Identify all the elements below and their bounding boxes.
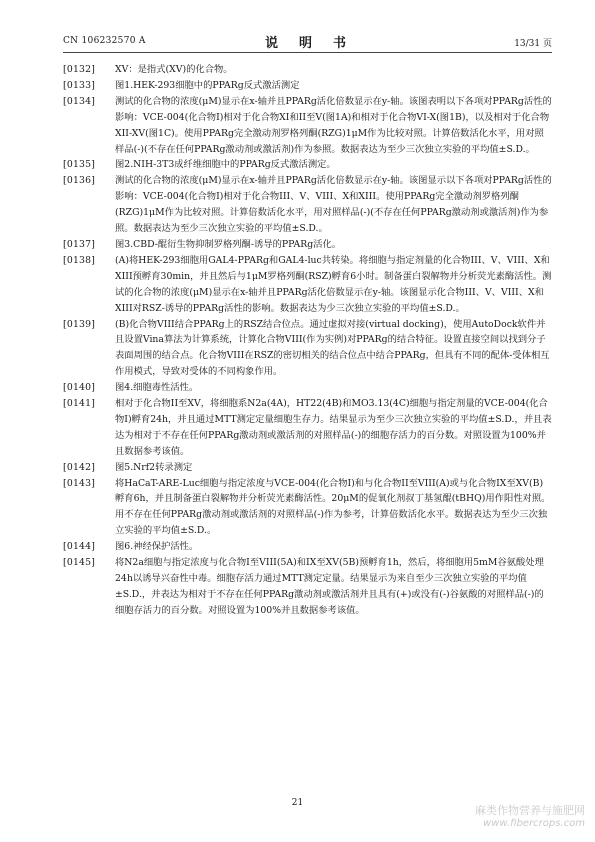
paragraph-text: 图1.HEK-293细胞中的PPARg反式激活测定 [115, 79, 300, 91]
paragraph [63, 253, 552, 317]
paragraph-number: [0133] [63, 79, 96, 91]
paragraph-number: [0143] [63, 477, 96, 489]
page-number: 21 [291, 798, 304, 808]
paragraph-number: [0132] [63, 64, 96, 75]
paragraph [63, 157, 552, 173]
paragraph [63, 237, 552, 253]
paragraph-number: [0137] [63, 238, 96, 250]
watermark-site-name: 麻类作物营养与施肥网 [475, 804, 585, 817]
paragraph-text: 图3.CBD-醌衍生物抑制罗格列酮-诱导的PPARg活化。 [115, 238, 342, 250]
watermark-url: www.fibercrops.com [483, 818, 585, 829]
paragraph [63, 78, 552, 94]
paragraph-text: 测试的化合物的浓度(μM)显示在x-轴并且PPARg活化倍数显示在y-轴。该图显示以下各项对PPARg活性的影响：VCE-004(化合物I)相对于化合物III、V、VIII、X和XIII。使用PPARg完全激动剂罗格列酮(RZG)1μM作为比较对照。计算倍数活化水平，用对照样品(-)(不存在任何PPARg激动剂或激活剂)作为参照。数据表达为至少三次独立实验的平均值±S.D.。 [115, 175, 552, 235]
paragraph-number: [0141] [63, 398, 96, 410]
page-header [63, 30, 552, 53]
paragraph [63, 94, 552, 158]
paragraph [63, 476, 552, 540]
paragraph [63, 317, 552, 381]
description-body [63, 62, 552, 619]
watermark [475, 804, 585, 830]
paragraph-number: [0142] [63, 461, 96, 473]
paragraph [63, 173, 552, 237]
paragraph-text: 图5.Nrf2转录测定 [115, 461, 193, 473]
paragraph [63, 380, 552, 396]
paragraph-number: [0136] [63, 175, 96, 187]
paragraph-number: [0144] [63, 541, 96, 553]
paragraph [63, 460, 552, 476]
paragraph-number: [0138] [63, 254, 96, 266]
paragraph-text: 图6.神经保护活性。 [115, 541, 199, 553]
document-title: 说 明 书 [264, 36, 350, 51]
paragraph-text: 将HaCaT-ARE-Luc细胞与指定浓度与VCE-004(化合物I)和与化合物II至VIII(A)或与化合物IX至XV(B)孵育6h，并且制备蛋白裂解物并分析荧光素酶活性。20μM的促氧化剂叔丁基氢醌(tBHQ)用作阳性对照。用不存在任何PPARg激动剂或激活剂的对照样品(-)作为参考，计算倍数活化水平。数据表达为至少三次独立实验的平均值±S.D.。 [115, 477, 551, 537]
paragraph-text: 将N2a细胞与指定浓度与化合物I至VIII(5A)和IX至XV(5B)预孵育1h，然后，将细胞用5mM谷氨酸处理24h以诱导兴奋性中毒。细胞存活力通过MTT测定定量。结果显示为来自至少三次独立实验的平均值±S.D.，并表达为相对于不存在任何PPARg激动剂或激活剂并且具有(+)或没有(-)谷氨酸的对照样品(-)的细胞存活力的百分数。对照设置为100%并且数据参考该值。 [115, 557, 544, 616]
paragraph-text: (A)将HEK-293细胞用GAL4-PPARg和GAL4-luc共转染。将细胞与指定剂量的化合物III、V、VIII、X和XIII预孵育30min，并且然后与1μM罗格列酮(RSZ)孵育6小时。制备蛋白裂解物并分析荧光素酶活性。测试的化合物的浓度(μM)显示在x-轴并且PPARg活化倍数显示在y-轴。该图显示化合物III、V、VIII、X和XIII对RSZ-诱导的PPARg活性的影响。数据表达为少三次独立实验的平均值±S.D.。 [115, 254, 552, 314]
paragraph-number: [0134] [63, 95, 96, 107]
paragraph-text: 测试的化合物的浓度(μM)显示在x-轴并且PPARg活化倍数显示在y-轴。该图表明以下各项对PPARg活性的影响：VCE-004(化合物I)相对于化合物XI和II至V(图1A)和相对于化合物VI-X(图1B)，以及相对于化合物XII-XV(图1C)。使用PPARg完全激动剂罗格列酮(RZG)1μM作为比较对照。计算倍数活化水平，用对照样品(-)(不存在任何PPARg激动剂或激活剂)作为参照。数据表达为至少三次独立实验的平均值±S.D.。 [115, 95, 552, 155]
paragraph [63, 555, 552, 619]
paragraph-number: [0145] [63, 557, 96, 569]
paragraph-number: [0140] [63, 382, 96, 394]
paragraph-text: 图4.细胞毒性活性。 [115, 382, 199, 394]
paragraph [63, 396, 552, 460]
paragraph [63, 539, 552, 555]
paragraph-text: (B)化合物VIII结合PPARg上的RSZ结合位点。通过虚拟对接(virtual docking)，使用AutoDock软件并且设置Vina算法为计算系统，计算化合物VIII(作为实例)对PPARg的结合特征。设置直接空间以找到分子表面周围的结合点。化合物VIII在RSZ的密切相关的结合位点中结合PPARg，但具有不同的配体-受体相互作用模式，导致对受体的不同构象作用。 [115, 318, 550, 378]
paragraph-text: 图2.NIH-3T3成纤维细胞中的PPARg反式激活测定。 [115, 159, 336, 171]
paragraph-text: 相对于化合物II至XV，将细胞系N2a(4A)，HT22(4B)和MO3.13(4C)细胞与指定剂量的VCE-004(化合物I)孵育24h，并且通过MTT测定定量细胞生存力。结果显示为至少三次独立实验的平均值±S.D.，并且表达为相对于不存在任何PPARg激动剂或激活剂的对照样品(-)的细胞存活力的百分数。对照设置为100%并且数据参考该值。 [115, 398, 552, 457]
paragraph-text: XV：是指式(XV)的化合物。 [115, 64, 233, 75]
paragraph-number: [0135] [63, 159, 96, 171]
paragraph [63, 62, 552, 78]
paragraph-number: [0139] [63, 318, 96, 330]
page-indicator: 13/31 页 [514, 39, 552, 49]
patent-number: CN 106232570 A [63, 36, 146, 46]
